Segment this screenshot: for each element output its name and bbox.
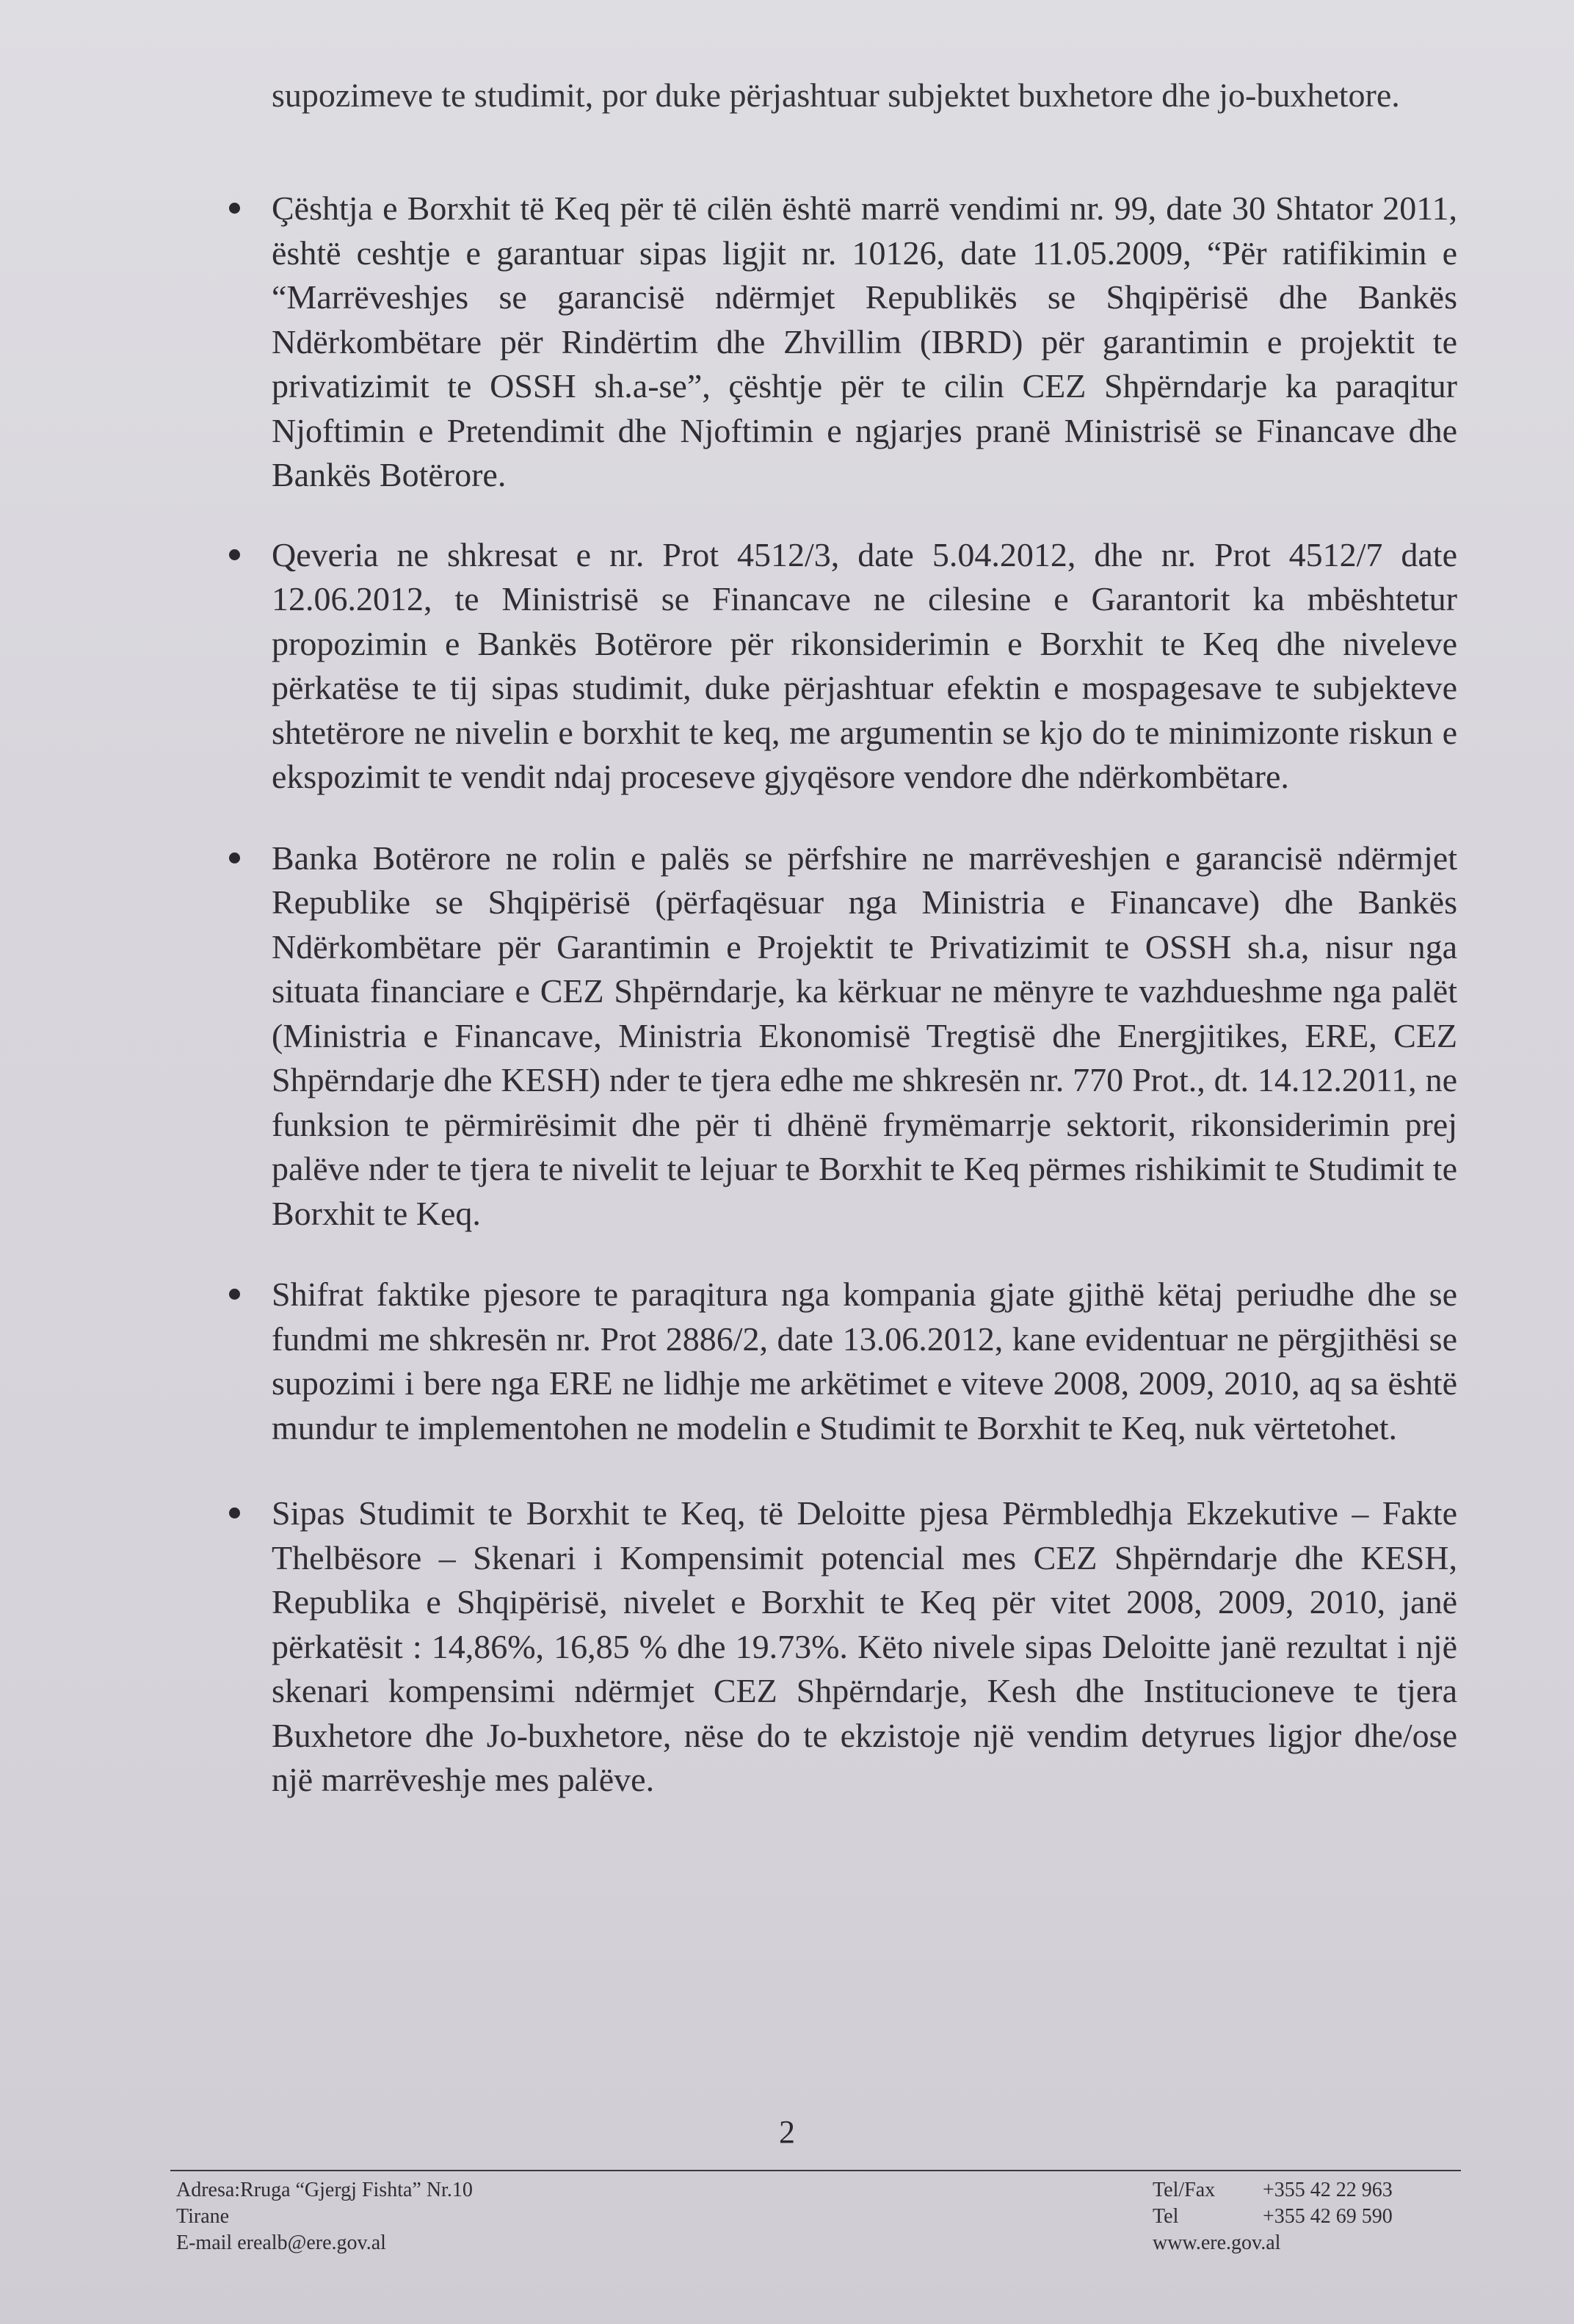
intro-paragraph: supozimeve te studimit, por duke përjashtuar subjektet buxhetore dhe jo-buxhetore. — [272, 76, 1400, 114]
footer-telfax-row — [1153, 2177, 1393, 2204]
footer-tel-label: Tel — [1153, 2205, 1179, 2228]
bullet-text: Banka Botërore ne rolin e palës se përfshire ne marrëveshjen e garancisë ndërmjet Republike se Shqipërisë (përfaqësuar nga Ministria e Financave) dhe Bankës Ndërkombëtare për Garantimin e Projektit te Privatizimit te OSSH sh.a, nisur nga situata financiare e CEZ Shpërndarje, ka kërkuar ne mënyre te vazhdueshme nga palët (Ministria e Financave, Ministria Ekonomisë Tregtisë dhe Energjitikes, ERE, CEZ Shpërndarje dhe KESH) nder te tjera edhe me shkresën nr. 770 Prot., dt. 14.12.2011, ne funksion te përmirësimit dhe për ti dhënë frymëmarrje sektorit, rikonsiderimin prej palëve nder te tjera te nivelit te lejuar te Borxhit te Keq përmes rishikimit te Studimit te Borxhit te Keq. — [272, 839, 1457, 1232]
page-body — [272, 73, 1457, 1803]
footer-contact-right — [1153, 2177, 1393, 2256]
footer-telfax-value: +355 42 22 963 — [1263, 2179, 1393, 2201]
bullet-text: Çështja e Borxhit të Keq për të cilën është marrë vendimi nr. 99, date 30 Shtator 2011, është ceshtje e garantuar sipas ligjit nr. 10126, date 11.05.2009, “Për ratifikimin e “Marrëveshjes se garancisë ndërmjet Republikës se Shqipërisë dhe Bankës Ndërkombëtare për Rindërtim dhe Zhvillim (IBRD) për garantimin e projektit te privatizimit te OSSH sh.a-se”, çështje për te cilin CEZ Shpërndarje ka paraqitur Njoftimin e Pretendimit dhe Njoftimin e ngjarjes pranë Ministrisë se Financave dhe Bankës Botërore. — [272, 189, 1457, 493]
bullet-dot-icon — [229, 203, 240, 214]
bullet-dot-icon — [229, 1507, 240, 1518]
footer-telfax-label: Tel/Fax — [1153, 2179, 1216, 2201]
footer-city: Tirane — [176, 2205, 230, 2228]
footer-contact-left — [176, 2177, 473, 2256]
bullet-dot-icon — [229, 853, 240, 864]
bullet-list — [272, 187, 1457, 1803]
footer-tel-value: +355 42 69 590 — [1263, 2205, 1393, 2228]
page-number: 2 — [779, 2114, 795, 2150]
footer-website: www.ere.gov.al — [1153, 2231, 1281, 2254]
bullet-item — [272, 1273, 1457, 1450]
footer-divider — [170, 2170, 1461, 2171]
footer-address: Adresa:Rruga “Gjergj Fishta” Nr.10 — [176, 2179, 473, 2201]
bullet-dot-icon — [229, 549, 240, 560]
bullet-item — [272, 1491, 1457, 1803]
bullet-item — [272, 836, 1457, 1237]
bullet-text: Shifrat faktike pjesore te paraqitura nga kompania gjate gjithë këtaj periudhe dhe se fundmi me shkresën nr. Prot 2886/2, date 13.06.2012, kane evidentuar ne përgjithësi se supozimi i bere nga ERE ne lidhje me arkëtimet e viteve 2008, 2009, 2010, aq sa është mundur te implementohen ne modelin e Studimit te Borxhit te Keq, nuk vërtetohet. — [272, 1275, 1457, 1447]
bullet-item — [272, 533, 1457, 800]
bullet-text: Sipas Studimit te Borxhit te Keq, të Deloitte pjesa Përmbledhja Ekzekutive – Fakte Thelbësore – Skenari i Kompensimit potencial mes CEZ Shpërndarje dhe KESH, Republika e Shqipërisë, nivelet e Borxhit te Keq për vitet 2008, 2009, 2010, janë përkatësit : 14,86%, 16,85 % dhe 19.73%. Këto nivele sipas Deloitte janë rezultat i një skenari kompensimi ndërmjet CEZ Shpërndarje, Kesh dhe Institucioneve te tjera Buxhetore dhe Jo-buxhetore, nëse do te ekzistoje një vendim detyrues ligjor dhe/ose një marrëveshje mes palëve. — [272, 1494, 1457, 1798]
footer-email: E-mail erealb@ere.gov.al — [176, 2231, 386, 2254]
bullet-text: Qeveria ne shkresat e nr. Prot 4512/3, date 5.04.2012, dhe nr. Prot 4512/7 date 12.06.2012, te Ministrisë se Financave ne cilesine e Garantorit ka mbështetur propozimin e Bankës Botërore për rikonsiderimin e Borxhit te Keq dhe niveleve përkatëse te tij sipas studimit, duke përjashtuar efektin e mospagesave te subjekteve shtetërore ne nivelin e borxhit te keq, me argumentin se kjo do te minimizonte riskun e ekspozimit te vendit ndaj proceseve gjyqësore vendore dhe ndërkombëtare. — [272, 535, 1457, 795]
bullet-item — [272, 187, 1457, 498]
footer-tel-row — [1153, 2204, 1393, 2230]
bullet-dot-icon — [229, 1289, 240, 1300]
